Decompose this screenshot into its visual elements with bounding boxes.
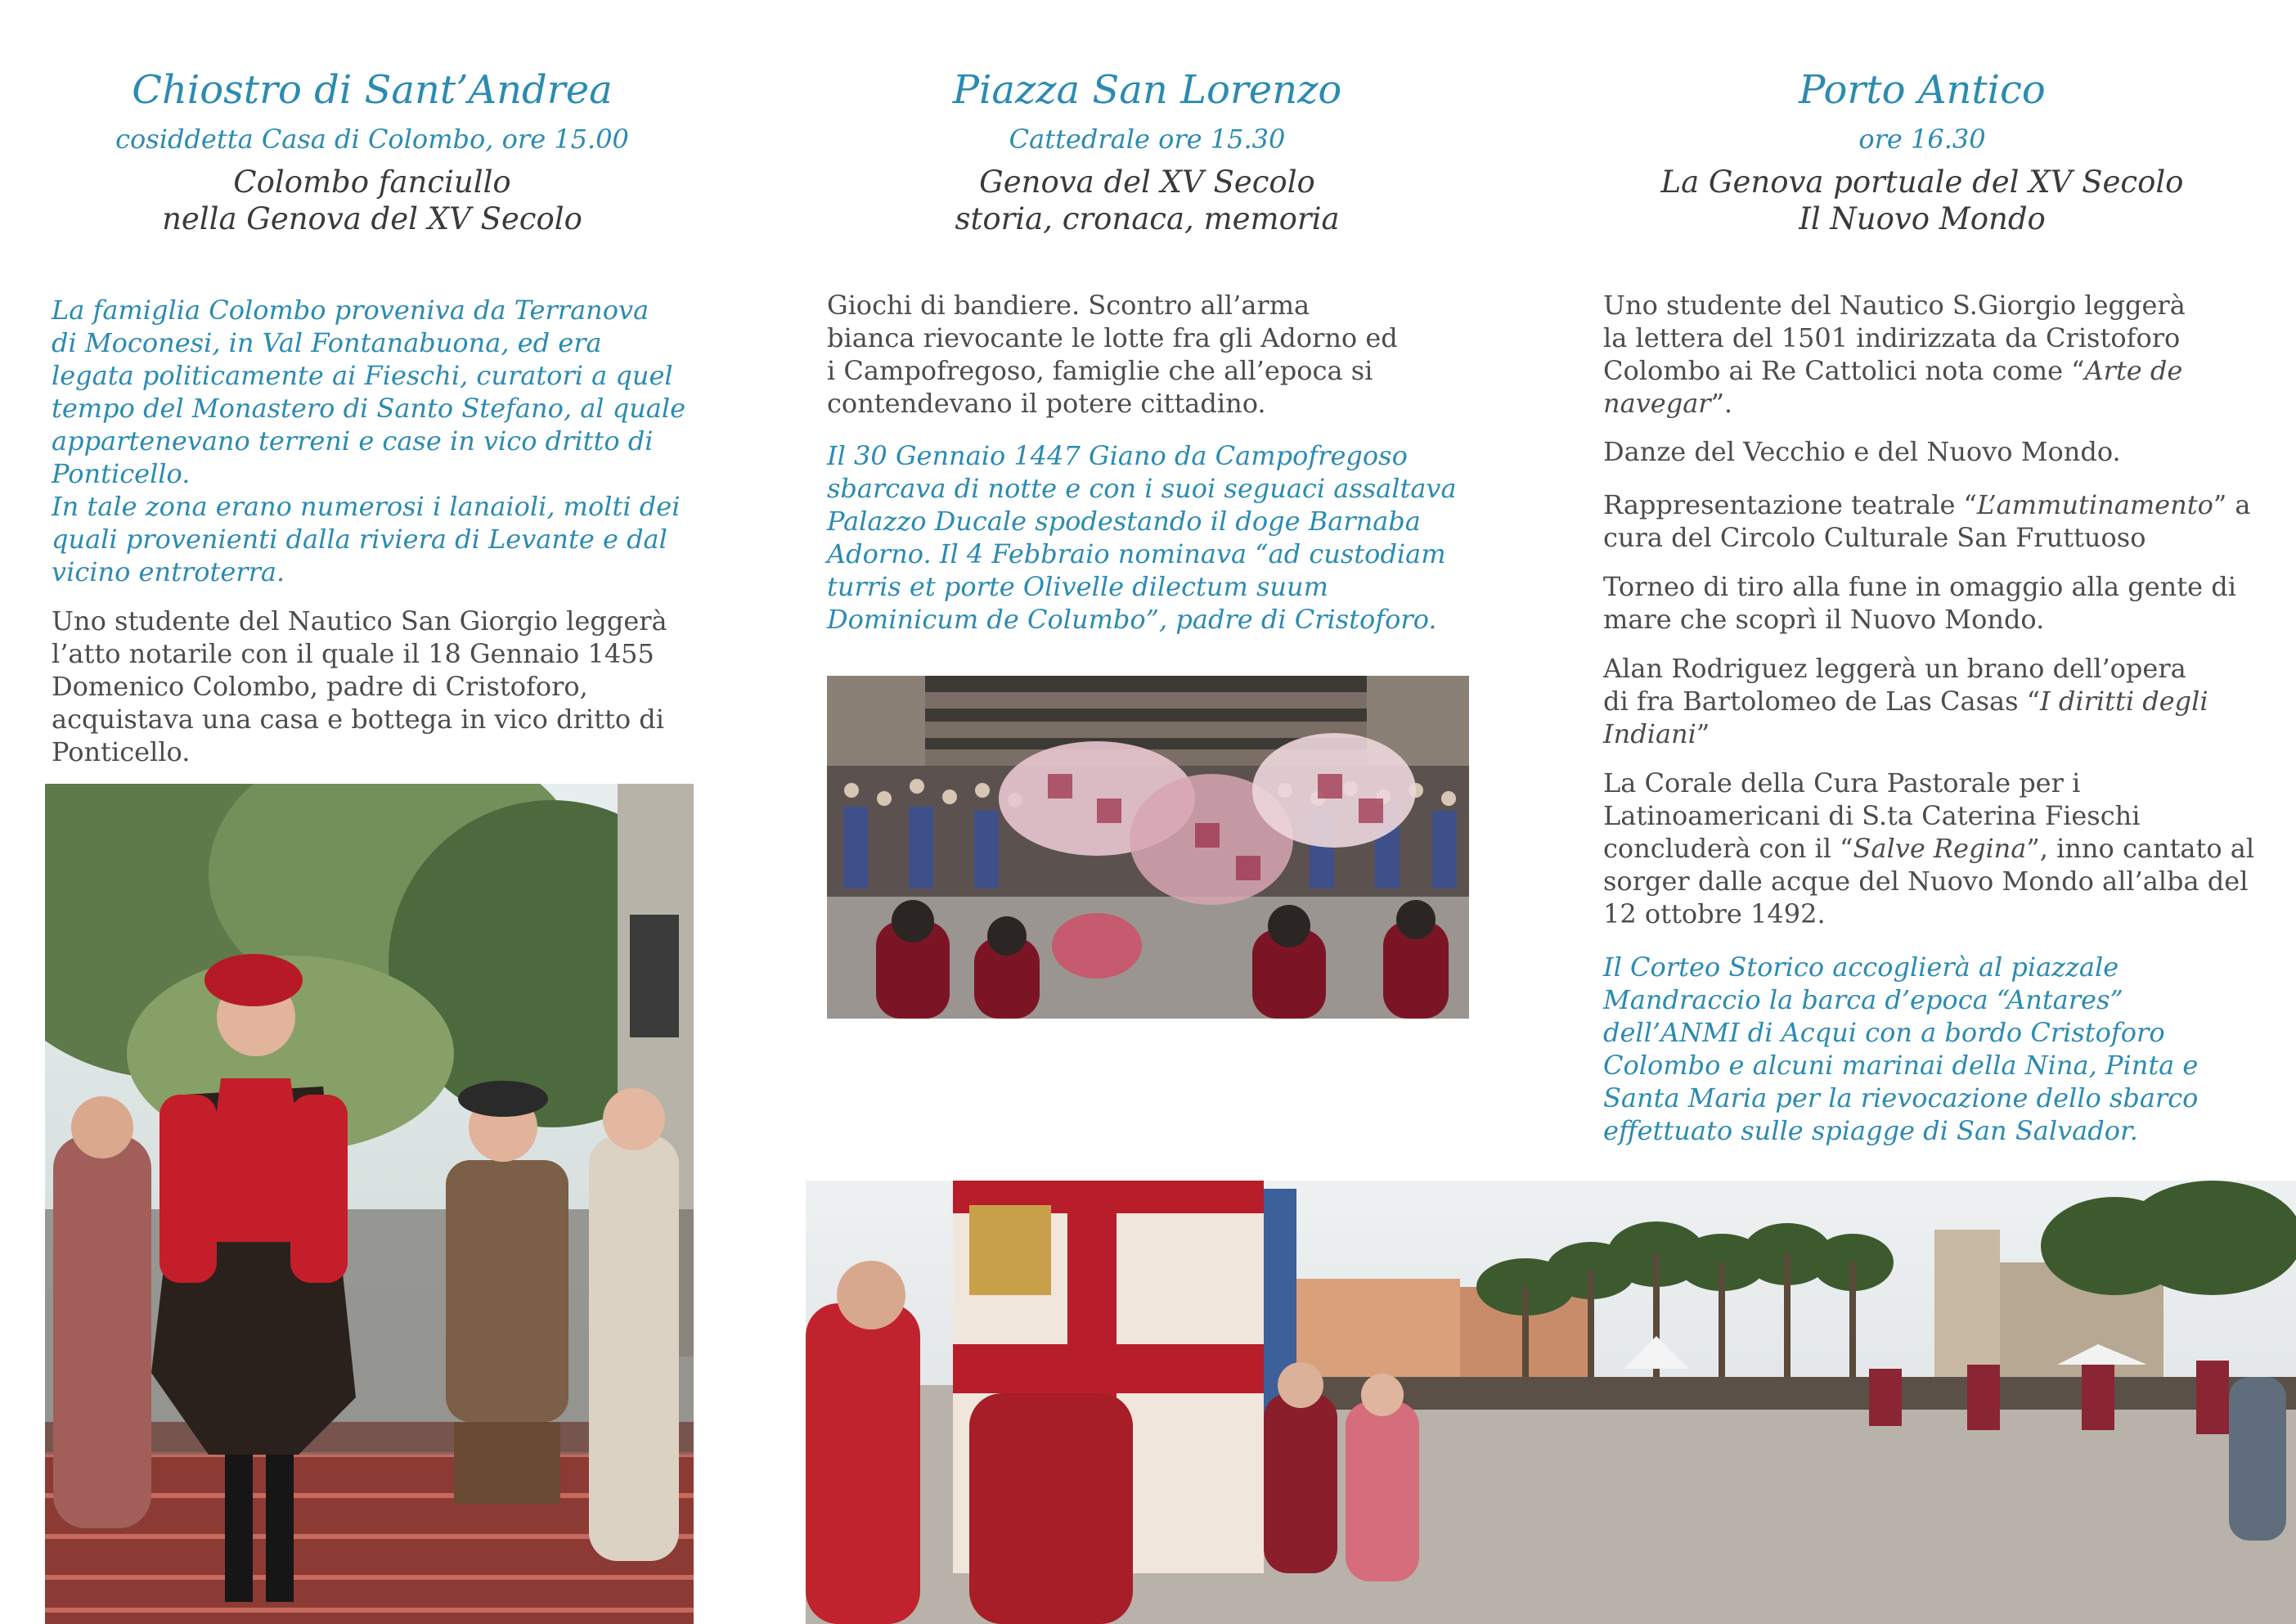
section-title: Chiostro di Sant’Andrea: [132, 67, 613, 113]
intro-paragraph: La famiglia Colombo proveniva da Terranova di Moconesi, in Val Fontanabuona, ed era legata politicamente ai Fieschi, curatori a quel tempo del Monastero di Santo Stefano, al quale appartenevano terreni e case in vico dritto di Ponticello. In tale zona erano numerosi i lanaioli, molti dei quali provenienti dalla riviera di Levante e dal vicino entroterra.: [52, 295, 686, 587]
section-title: Porto Antico: [1799, 67, 2046, 113]
section-subtitle: ore 16.30: [1858, 124, 1986, 155]
section-theme: La Genova portuale del XV Secolo Il Nuovo Mondo: [1660, 164, 2184, 236]
corteo-paragraph: Il Corteo Storico accoglierà al piazzale Mandraccio la barca d’epoca “Antares” dell’ANMI di Acqui con a bordo Cristoforo Colombo e alcuni marinai della Nina, Pinta e Santa Maria per la rievocazione dello sbarco effettuato sulle spiagge di San Salvador.: [1603, 951, 2199, 1146]
flag-throwers-photo: [827, 676, 1469, 1019]
history-paragraph: Il 30 Gennaio 1447 Giano da Campofregoso sbarcava di notte e con i suoi seguaci assaltava Palazzo Ducale spodestando il doge Barnaba Adorno. Il 4 Febbraio nominava “ad custodiam turris et porte Olivelle dilectum suum Dominicum de Columbo”, padre di Cristoforo.: [827, 440, 1457, 635]
section-title: Piazza San Lorenzo: [952, 67, 1342, 113]
las-casas-paragraph: Alan Rodriguez leggerà un brano dell’opera di fra Bartolomeo de Las Casas “I diritti degli Indiani”: [1603, 653, 2208, 749]
tug-of-war-paragraph: Torneo di tiro alla fune in omaggio alla gente di mare che scoprì il Nuovo Mondo.: [1603, 571, 2236, 635]
choir-paragraph: La Corale della Cura Pastorale per i Latinoamericani di S.ta Caterina Fieschi concluderà con il “Salve Regina”, inno cantato al sorger dalle acque del Nuovo Mondo all’alba del 12 ottobre 1492.: [1603, 767, 2255, 929]
theatre-paragraph: Rappresentazione teatrale “L’ammutinamento” a cura del Circolo Culturale San Fruttuoso: [1603, 489, 2251, 553]
costumed-procession-photo: [45, 784, 694, 1624]
letter-reading-paragraph: Uno studente del Nautico S.Giorgio leggerà la lettera del 1501 indirizzata da Cristoforo Colombo ai Re Cattolici nota come “Arte de navegar”.: [1603, 290, 2186, 419]
flag-games-paragraph: Giochi di bandiere. Scontro all’arma bianca rievocante le lotte fra gli Adorno ed i Campofregoso, famiglie che all’epoca si contendevano il potere cittadino.: [827, 290, 1398, 419]
reading-paragraph: Uno studente del Nautico San Giorgio leggerà l’atto notarile con il quale il 18 Gennaio 1455 Domenico Colombo, padre di Cristoforo, acquistava una casa e bottega in vico dritto di Ponticello.: [52, 605, 667, 767]
section-theme: Genova del XV Secolo storia, cronaca, memoria: [955, 164, 1340, 236]
dances-paragraph: Danze del Vecchio e del Nuovo Mondo.: [1603, 436, 2121, 467]
section-subtitle: Cattedrale ore 15.30: [1009, 124, 1286, 155]
porto-antico-panorama-photo: [806, 1181, 2296, 1624]
section-theme: Colombo fanciullo nella Genova del XV Secolo: [162, 164, 582, 236]
section-subtitle: cosiddetta Casa di Colombo, ore 15.00: [115, 124, 629, 155]
